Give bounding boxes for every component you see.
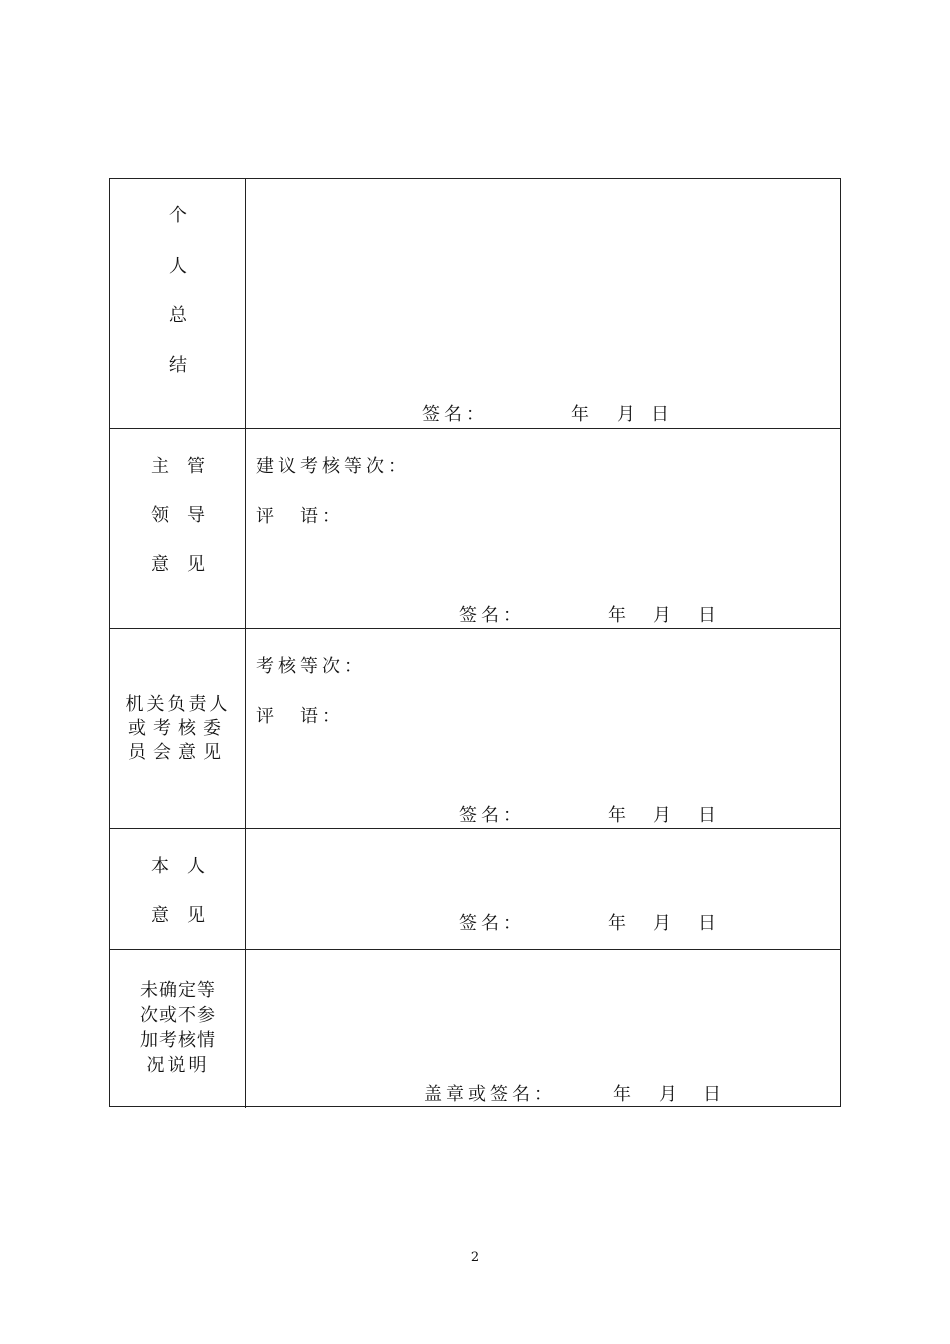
label-committee-opinion [110, 629, 246, 828]
label-personal-summary [110, 179, 246, 428]
row-exemption-explanation [110, 950, 840, 1108]
grade-label: 考核等次： [256, 656, 366, 677]
label-self-opinion [110, 829, 246, 949]
label-char: 总 [169, 305, 187, 326]
page-number: 2 [470, 1250, 480, 1265]
seal-or-signature-label: 盖章或签名： [424, 1084, 556, 1105]
signature-label: 签名： [459, 605, 525, 626]
label-supervisor-opinion [110, 429, 246, 628]
year-label: 年 [613, 1084, 635, 1105]
day-label: 日 [698, 605, 720, 626]
label-exemption-explanation [110, 950, 246, 1108]
label-char: 结 [169, 355, 187, 376]
label-line: 加考核情 [140, 1030, 216, 1051]
content-self-opinion[interactable] [246, 829, 840, 949]
comment-label: 评 语： [256, 506, 344, 527]
label-line: 次或不参 [140, 1005, 216, 1026]
content-supervisor-opinion[interactable] [246, 429, 840, 628]
label-line: 本 人 [151, 856, 205, 877]
month-label: 月 [653, 805, 675, 826]
row-self-opinion [110, 829, 840, 950]
day-label: 日 [698, 805, 720, 826]
label-char: 人 [169, 256, 187, 277]
day-label: 日 [703, 1084, 725, 1105]
label-line: 主 管 [151, 456, 205, 477]
label-line: 员会意见 [128, 742, 228, 763]
label-line: 领 导 [151, 505, 205, 526]
month-label: 月 [653, 605, 675, 626]
content-exemption-explanation[interactable] [246, 950, 840, 1108]
day-label: 日 [651, 404, 673, 425]
month-label: 月 [617, 404, 639, 425]
day-label: 日 [698, 913, 720, 934]
content-committee-opinion[interactable] [246, 629, 840, 828]
row-supervisor-opinion [110, 429, 840, 629]
row-committee-opinion [110, 629, 840, 829]
assessment-form-table [109, 178, 841, 1107]
year-label: 年 [608, 805, 630, 826]
label-line: 意 见 [151, 554, 205, 575]
year-label: 年 [571, 404, 593, 425]
row-personal-summary [110, 179, 840, 429]
year-label: 年 [608, 913, 630, 934]
label-line: 或考核委 [128, 718, 228, 739]
label-line: 机关负责人 [125, 694, 231, 715]
label-line: 未确定等 [140, 980, 216, 1001]
suggested-grade-label: 建议考核等次： [256, 456, 410, 477]
year-label: 年 [608, 605, 630, 626]
content-personal-summary[interactable] [246, 179, 840, 428]
label-line: 意 见 [151, 905, 205, 926]
label-line: 况说明 [146, 1055, 210, 1076]
month-label: 月 [659, 1084, 681, 1105]
signature-label: 签名： [422, 404, 488, 425]
signature-label: 签名： [459, 805, 525, 826]
month-label: 月 [653, 913, 675, 934]
signature-label: 签名： [459, 913, 525, 934]
comment-label: 评 语： [256, 706, 344, 727]
label-char: 个 [169, 205, 187, 226]
